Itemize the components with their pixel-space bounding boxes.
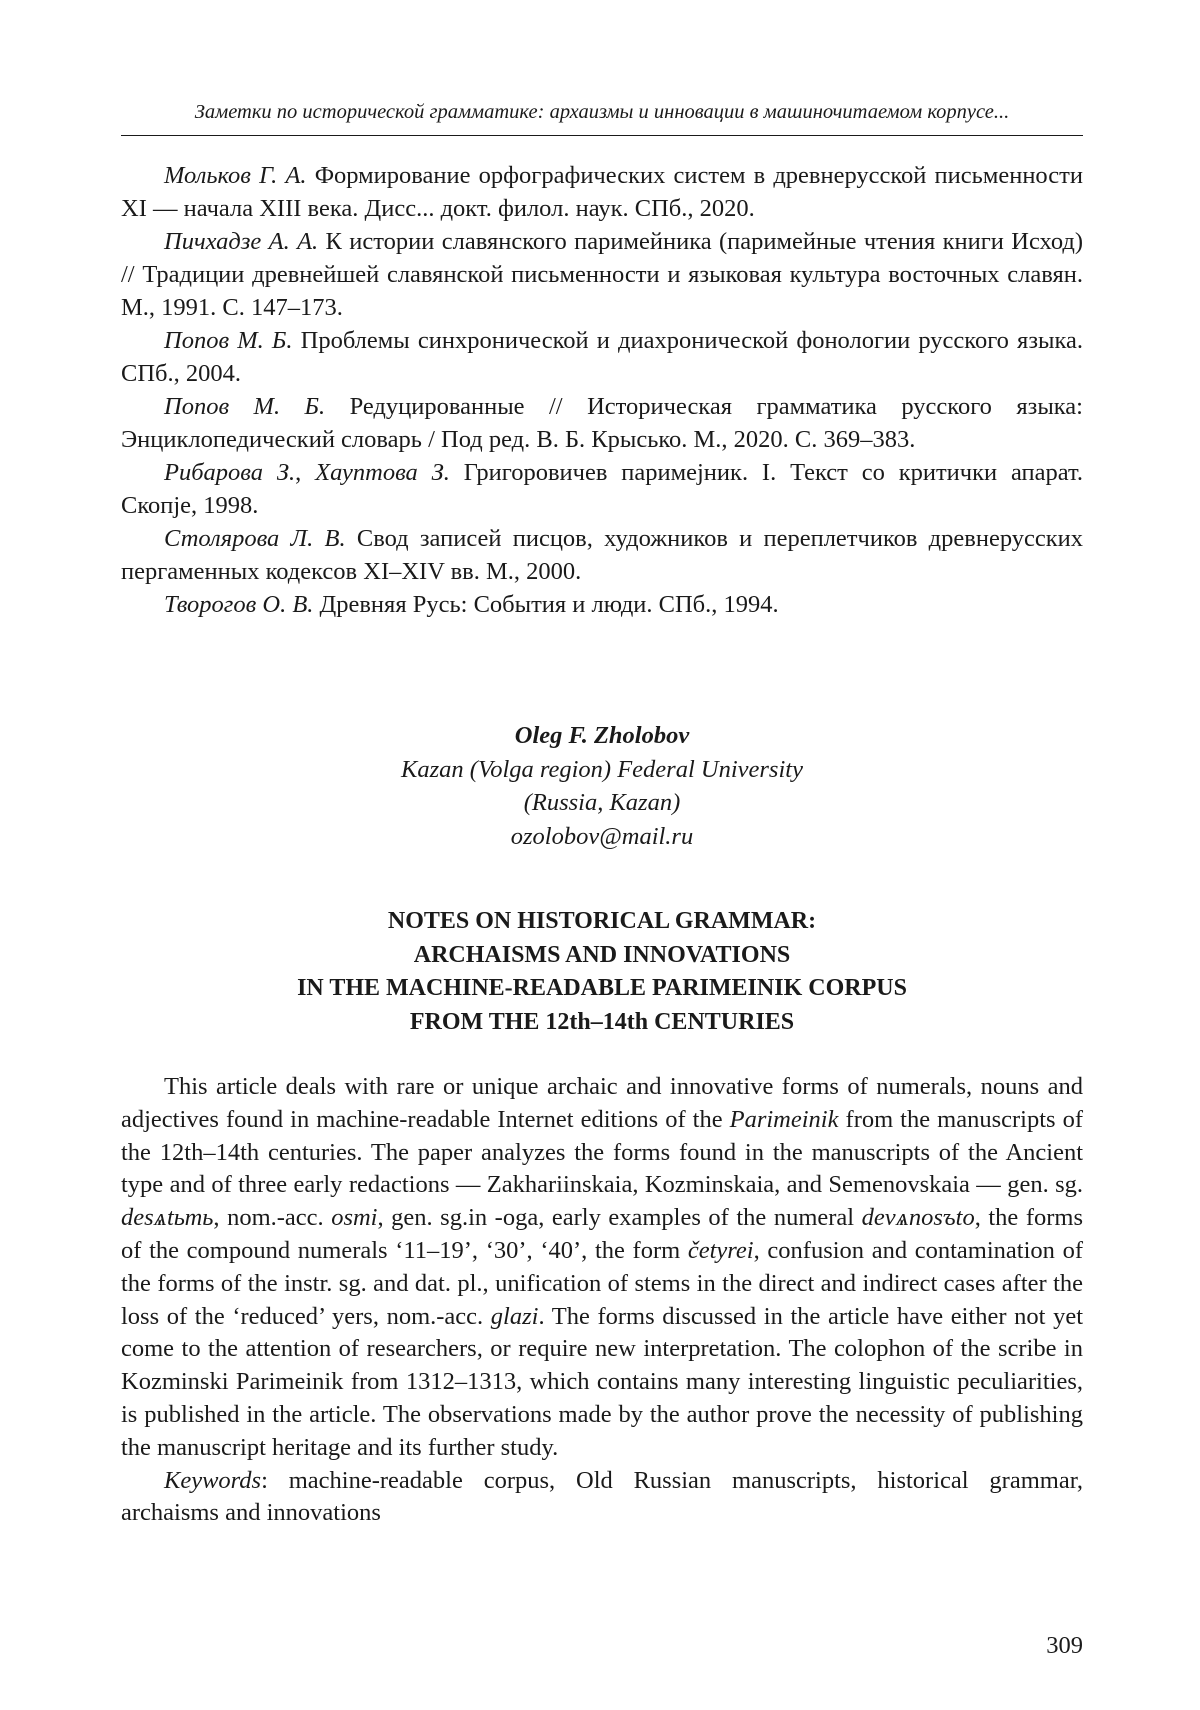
reference-text: Свод записей писцов, художников и переплетчиков древнерусских пергаменных кодексов XI–XIV вв. М., 2000. — [121, 525, 1084, 585]
abstract-emphasis: Parimeinik — [729, 1105, 839, 1133]
reference-author: Мольков Г. А. — [164, 162, 307, 189]
abstract — [121, 1071, 1083, 1530]
title-line: IN THE MACHINE-READABLE PARIMEINIK CORPUS — [297, 975, 907, 1001]
abstract-paragraph — [121, 1071, 1083, 1465]
abstract-text: , gen. sg.in -oga, early examples of the numeral — [377, 1204, 862, 1232]
reference-author: Творогов О. В. — [164, 591, 314, 618]
reference-separator: , — [295, 459, 316, 486]
reference-author: Рибарова З. — [164, 459, 296, 486]
author-location: (Russia, Kazan) — [523, 789, 681, 816]
reference-author: Хауптова З. — [315, 459, 450, 486]
title-line: FROM THE 12th–14th CENTURIES — [409, 1008, 795, 1035]
reference-text: Григоровичев паримејник. I. Текст со критички апарат. Скопје, 1998. — [121, 459, 1084, 519]
reference-text: Формирование орфографических систем в древнерусской письменности XI — начала XIII века. Дисс... докт. филол. наук. СПб., 2020. — [121, 162, 1083, 222]
header-rule — [121, 135, 1083, 136]
abstract-emphasis: četyrei — [687, 1236, 754, 1264]
abstract-text: . The forms discussed in the article have either not yet come to the attention of researchers, or require new interpretation. The colophon of the scribe in Kozminski Parimeinik from 1312–1313, which contains many interesting linguistic peculiarities, is published in the article. The observations made by the author prove the necessity of publishing the manuscript heritage and its further study. — [121, 1302, 1084, 1461]
running-head: Заметки по исторической грамматике: архаизмы и инновации в машиночитаемом корпусе... — [194, 101, 1010, 123]
abstract-emphasis: glazi — [490, 1302, 539, 1330]
abstract-text: from the manuscripts of the 12th–14th centuries. The paper analyzes the forms found in the manuscripts of the Ancient type and of three early redactions — Zakhariinskaia, Kozminskaia, and Semenovskaia — gen. sg. — [121, 1105, 1083, 1199]
title-line: ARCHAISMS AND INNOVATIONS — [413, 941, 791, 968]
abstract-emphasis: desѧtьть — [121, 1204, 214, 1232]
author-name: Oleg F. Zholobov — [514, 722, 690, 749]
reference-text: Проблемы синхронической и диахронической фонологии русского языка. СПб., 2004. — [121, 327, 1083, 387]
reference-author: Попов М. Б. — [164, 393, 326, 420]
reference-entry — [121, 390, 1083, 456]
author-block — [121, 719, 1083, 853]
page-number: 309 — [1046, 1632, 1083, 1659]
reference-entry — [121, 456, 1083, 522]
reference-list — [121, 159, 1083, 621]
reference-entry — [121, 159, 1083, 225]
abstract-text: This article deals with rare or unique archaic and innovative forms of numerals, nouns and adjectives found in machine-readable Internet editions of the — [121, 1073, 1083, 1133]
reference-text: К истории славянского паримейника (паримейные чтения книги Исход) // Традиции древнейшей славянской письменности и языковая культура восточных славян. М., 1991. С. 147–173. — [121, 228, 1083, 321]
reference-entry — [121, 225, 1083, 324]
abstract-text: , confusion and contamination of the forms of the instr. sg. and dat. pl., unification of stems in the direct and indirect cases after the loss of the ‘reduced’ yers, nom.-acc. — [121, 1236, 1083, 1330]
author-affiliation: Kazan (Volga region) Federal University — [401, 755, 803, 783]
article-title — [121, 905, 1083, 1039]
reference-entry — [121, 588, 1083, 621]
keywords-label: Keywords — [164, 1466, 262, 1494]
keywords-text: : machine-readable corpus, Old Russian manuscripts, historical grammar, archaisms and innovations — [121, 1466, 1083, 1527]
abstract-emphasis: devѧnosъto — [861, 1204, 975, 1232]
reference-entry — [121, 522, 1083, 588]
abstract-text: , the forms of the compound numerals ‘11–19’, ‘30’, ‘40’, the form — [121, 1204, 1083, 1264]
reference-author: Столярова Л. В. — [164, 525, 346, 552]
reference-entry — [121, 324, 1083, 390]
keywords — [121, 1465, 1083, 1531]
abstract-emphasis: osmi — [331, 1204, 378, 1232]
reference-text: Редуцированные // Историческая грамматика русского языка: Энциклопедический словарь / Под ред. В. Б. Крысько. М., 2020. С. 369–383. — [121, 393, 1083, 453]
author-email: ozolobov@mail.ru — [510, 822, 694, 850]
reference-author: Пичхадзе А. А. — [164, 228, 319, 255]
title-line: NOTES ON HISTORICAL GRAMMAR: — [387, 908, 817, 934]
reference-text: Древняя Русь: События и люди. СПб., 1994. — [313, 591, 779, 618]
abstract-text: , nom.-acc. — [213, 1204, 332, 1232]
reference-author: Попов М. Б. — [164, 327, 293, 354]
